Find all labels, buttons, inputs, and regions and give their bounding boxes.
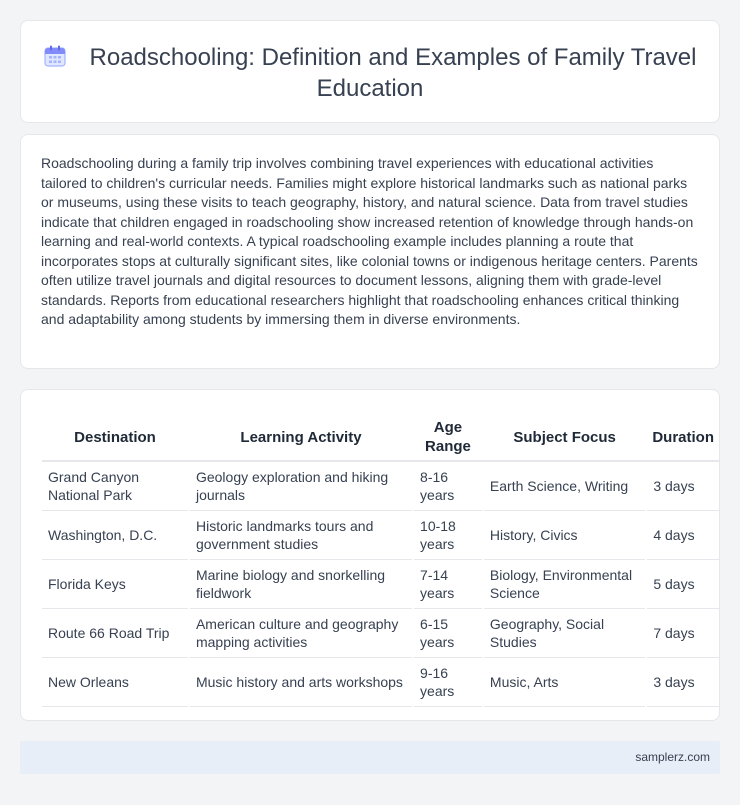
cell-learning-activity: Geology exploration and hiking journals (189, 461, 413, 510)
roadschooling-table (42, 414, 719, 707)
description-text: Roadschooling during a family trip involves combining travel experiences with educational activities tailored to children's curricular needs. Families might explore historical landmarks such as national parks or museums, using these visits to teach geography, history, and natural science. Data from travel studies indicate that children engaged in roadschooling show increased retention of knowledge through hands-on learning and real-world contexts. A typical roadschooling example includes planning a route that incorporates stops at culturally significant sites, like colonial towns or indigenous heritage centers. Parents often utilize travel journals and digital resources to document lessons, aligning them with grade-level standards. Reports from educational researchers highlight that roadschooling enhances critical thinking and adaptability among students by immersing them in diverse environments. (41, 155, 698, 327)
cell-duration: 4 days (646, 510, 719, 559)
header-destination: Destination (42, 414, 189, 461)
table-row (42, 461, 719, 510)
cell-learning-activity: Historic landmarks tours and government studies (189, 510, 413, 559)
cell-learning-activity: American culture and geography mapping activities (189, 608, 413, 657)
header-learning-activity: Learning Activity (189, 414, 413, 461)
title-card (20, 20, 720, 123)
calendar-icon (44, 45, 66, 67)
cell-duration: 3 days (646, 657, 719, 706)
table-row (42, 657, 719, 706)
page-title: Roadschooling: Definition and Examples of Family Travel Education (89, 44, 697, 102)
cell-learning-activity: Music history and arts workshops (189, 657, 413, 706)
cell-destination: Grand Canyon National Park (42, 461, 189, 510)
cell-age-range: 7-14 years (413, 559, 483, 608)
cell-age-range: 8-16 years (413, 461, 483, 510)
cell-age-range: 6-15 years (413, 608, 483, 657)
cell-age-range: 10-18 years (413, 510, 483, 559)
cell-subject-focus: Biology, Environmental Science (483, 559, 646, 608)
table-row (42, 510, 719, 559)
cell-destination: New Orleans (42, 657, 189, 706)
table-header-row (42, 414, 719, 461)
footer-site-link[interactable]: samplerz.com (635, 750, 710, 764)
cell-duration: 7 days (646, 608, 719, 657)
table-row (42, 608, 719, 657)
cell-learning-activity: Marine biology and snorkelling fieldwork (189, 559, 413, 608)
cell-destination: Washington, D.C. (42, 510, 189, 559)
cell-subject-focus: History, Civics (483, 510, 646, 559)
cell-subject-focus: Geography, Social Studies (483, 608, 646, 657)
footer-bar (20, 741, 720, 774)
header-age-range: Age Range (413, 414, 483, 461)
table-row (42, 559, 719, 608)
cell-destination: Route 66 Road Trip (42, 608, 189, 657)
cell-age-range: 9-16 years (413, 657, 483, 706)
cell-destination: Florida Keys (42, 559, 189, 608)
header-subject-focus: Subject Focus (483, 414, 646, 461)
table-card (20, 389, 720, 721)
page-title-row (21, 42, 719, 104)
cell-subject-focus: Music, Arts (483, 657, 646, 706)
cell-subject-focus: Earth Science, Writing (483, 461, 646, 510)
cell-duration: 5 days (646, 559, 719, 608)
header-duration: Duration (646, 414, 719, 461)
cell-duration: 3 days (646, 461, 719, 510)
description-card (20, 134, 720, 369)
